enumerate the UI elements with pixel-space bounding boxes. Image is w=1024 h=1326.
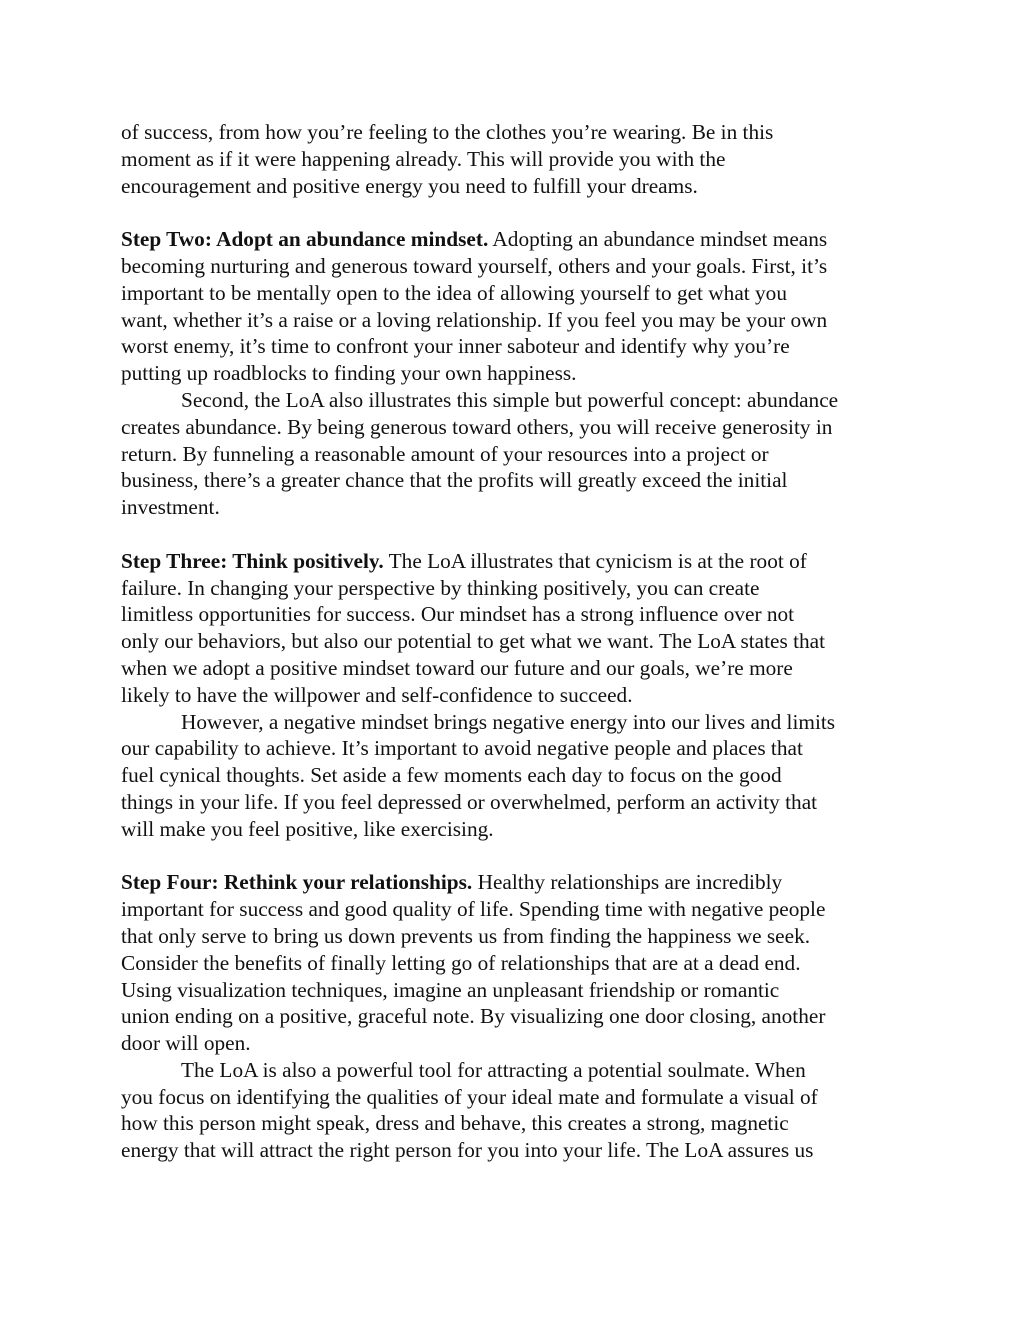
- text-line: fuel cynical thoughts. Set aside a few moments each day to focus on the good: [121, 763, 782, 788]
- text-line: Using visualization techniques, imagine an unpleasant friendship or romantic: [121, 977, 780, 1002]
- text-line: failure. In changing your perspective by thinking positively, you can create: [121, 575, 760, 600]
- text-line: limitless opportunities for success. Our mindset has a strong influence over not: [121, 602, 795, 627]
- text-line: important for success and good quality of life. Spending time with negative people: [121, 897, 826, 922]
- text-line-indented: The LoA is also a powerful tool for attracting a potential soulmate. When: [181, 1057, 806, 1082]
- text-line-indented: Second, the LoA also illustrates this simple but powerful concept: abundance: [181, 387, 839, 412]
- step-two-section: [121, 226, 911, 521]
- text-line: moment as if it were happening already. This will provide you with the: [121, 146, 726, 171]
- text-line: union ending on a positive, graceful note. By visualizing one door closing, another: [121, 1004, 826, 1029]
- text-line: business, there’s a greater chance that the profits will greatly exceed the initial: [121, 468, 788, 493]
- text-line: Consider the benefits of finally letting go of relationships that are at a dead end.: [121, 950, 801, 975]
- paragraph-spacer: [121, 843, 911, 870]
- text-line: encouragement and positive energy you need to fulfill your dreams.: [121, 173, 698, 198]
- step-two-first-line: [121, 226, 911, 253]
- text-line: worst enemy, it’s time to confront your inner saboteur and identify why you’re: [121, 334, 790, 359]
- text-line: that only serve to bring us down prevents us from finding the happiness we seek.: [121, 923, 811, 948]
- step-four-title: Step Four: Rethink your relationships.: [121, 870, 473, 895]
- step-four-section: [121, 869, 911, 1164]
- text-line: likely to have the willpower and self-confidence to succeed.: [121, 682, 633, 707]
- text-line: when we adopt a positive mindset toward our future and our goals, we’re more: [121, 655, 793, 680]
- step-four-lead-text: Healthy relationships are incredibly: [472, 870, 783, 895]
- paragraph-spacer: [121, 521, 911, 548]
- intro-paragraph: [121, 119, 911, 199]
- text-line: want, whether it’s a raise or a loving relationship. If you feel you may be your own: [121, 307, 828, 332]
- text-line: important to be mentally open to the idea of allowing yourself to get what you: [121, 280, 787, 305]
- step-three-first-line: [121, 548, 911, 575]
- step-three-title: Step Three: Think positively.: [121, 548, 384, 573]
- text-line: energy that will attract the right person for you into your life. The LoA assures us: [121, 1138, 814, 1163]
- text-line: becoming nurturing and generous toward yourself, others and your goals. First, it’s: [121, 253, 828, 278]
- text-line: putting up roadblocks to finding your own happiness.: [121, 361, 577, 386]
- step-three-lead-text: The LoA illustrates that cynicism is at the root of: [383, 548, 807, 573]
- text-line: of success, from how you’re feeling to the clothes you’re wearing. Be in this: [121, 120, 774, 144]
- document-page: [121, 119, 911, 1164]
- text-line: door will open.: [121, 1031, 251, 1056]
- text-line: our capability to achieve. It’s important to avoid negative people and places that: [121, 736, 803, 761]
- text-line: you focus on identifying the qualities of your ideal mate and formulate a visual of: [121, 1084, 818, 1109]
- text-line: creates abundance. By being generous toward others, you will receive generosity in: [121, 414, 833, 439]
- text-line: only our behaviors, but also our potential to get what we want. The LoA states that: [121, 629, 826, 654]
- step-two-lead-text: Adopting an abundance mindset means: [488, 227, 828, 252]
- step-four-first-line: [121, 869, 911, 896]
- paragraph-spacer: [121, 199, 911, 226]
- step-two-title: Step Two: Adopt an abundance mindset.: [121, 227, 489, 252]
- text-line-indented: However, a negative mindset brings negative energy into our lives and limits: [181, 709, 836, 734]
- text-line: how this person might speak, dress and behave, this creates a strong, magnetic: [121, 1111, 789, 1136]
- text-line: things in your life. If you feel depressed or overwhelmed, perform an activity that: [121, 789, 818, 814]
- text-line: will make you feel positive, like exercising.: [121, 816, 494, 841]
- text-line: return. By funneling a reasonable amount of your resources into a project or: [121, 441, 769, 466]
- text-line: investment.: [121, 495, 220, 520]
- step-three-section: [121, 548, 911, 843]
